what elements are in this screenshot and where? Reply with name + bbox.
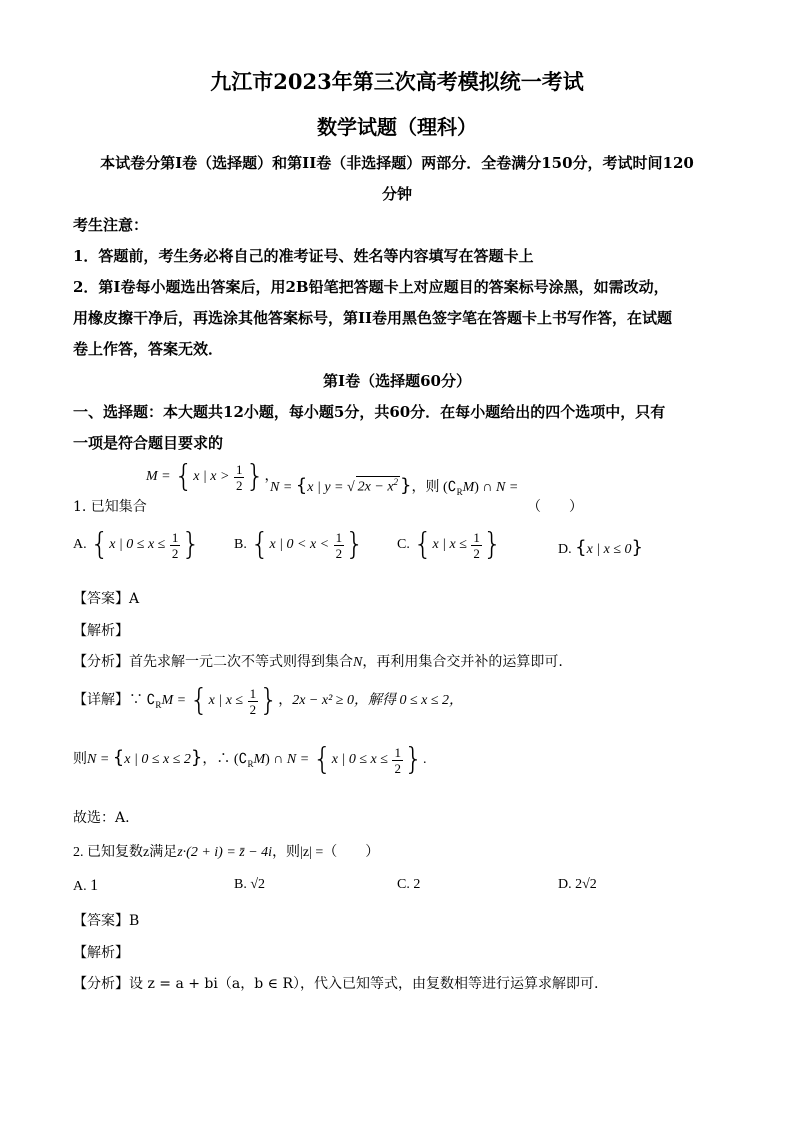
section-desc-1: 一、选择题：本大题共12小题，每小题5分，共60分．在每小题给出的四个选项中，只有 [73,403,666,421]
intro-line-1: 本试卷分第I卷（选择题）和第II卷（非选择题）两部分．全卷满分150分，考试时间120 [100,154,694,172]
q1-detail: 【详解】∵ $∁_RM = \{x$ | x ≤ $\frac{1}{2}$ }，2x − x² ≥ 0，解得 0 ≤ x ≤ 2， [73,683,464,718]
q1-option-d: D. {x | x ≤ 0} [558,537,643,558]
q2-stem [73,841,379,861]
q1-option-a: A. {x | 0 ≤ x ≤ $\frac{1}{2}$ } [73,527,201,562]
notice-title: 考生注意： [73,216,149,234]
q1-answer [73,588,139,608]
q2-option-d-label: D. [558,877,572,892]
q2-option-b [234,877,265,893]
q1-option-b-label: B. [234,537,247,553]
q2-option-d [558,877,597,893]
q2-option-a-label: A. [73,879,87,894]
q1-option-b: B. {x | 0 < x < $\frac{1}{2}$ } [234,527,365,562]
q1-option-c-label: C. [397,537,410,553]
q2-fenxi [73,973,598,993]
notice-item-2b: 用橡皮擦干净后，再选涂其他答案标号，第II卷用黑色签字笔在答题卡上书写作答，在试题 [73,309,673,327]
page-title: 九江市2023年第三次高考模拟统一考试 [210,69,584,94]
q1-fenxi-text2: ，再利用集合交并补的运算即可. [362,654,563,670]
page-subtitle: 数学试题（理科） [317,115,477,139]
q1-option-c: C. {x | x ≤ $\frac{1}{2}$ } [397,527,502,562]
q2-fenxi-text: 设 z = a + bi（a，b ∈ R），代入已知等式，由复数相等进行运算求解即可. [129,976,599,992]
intro-line-2: 分钟 [381,185,412,203]
q1-option-a-label: A. [73,537,87,553]
q1-set-m: M = {x | x > $\frac{1}{2}$ }， [146,459,279,494]
q2-option-c-text: 2 [413,877,421,892]
q2-answer-value: B [129,913,140,929]
q1-detail-tag: 【详解】 [73,693,129,709]
q1-fenxi-var: N [353,655,363,670]
notice-item-2c: 卷上作答，答案无效． [73,340,224,358]
q1-fenxi-text: 首先求解一元二次不等式则得到集合 [129,654,353,670]
section-desc-2: 一项是符合题目要求的 [73,434,224,452]
q2-fenxi-tag: 【分析】 [73,976,129,992]
q1-fenxi [73,651,563,671]
q1-detail-text: 2x − x² ≥ 0，解得 0 ≤ x ≤ 2， [292,693,464,709]
q2-stem-label: 2. 已知复数z满足 [73,845,178,860]
q1-option-d-label: D. [558,542,572,557]
q1-answer-value: A [129,591,140,607]
q1-fenxi-tag: 【分析】 [73,654,129,670]
q2-option-d-text: 2√2 [575,877,597,892]
notice-item-2a: 2．第I卷每小题选出答案后，用2B铅笔把答题卡上对应题目的答案标号涂黑，如需改动， [73,278,669,296]
q1-detail2-prefix: 则 [73,752,87,768]
q2-option-b-text: √2 [250,877,266,892]
q2-option-c [397,877,420,893]
q1-stem-label: 1. 已知集合 [73,499,147,515]
q2-option-a-text: 1 [90,877,99,894]
q1-answer-paren: （ ） [527,499,583,515]
q2-answer-tag: 【答案】 [73,913,129,929]
q2-equation: z·(2 + i) = z̄ − 4i [177,845,273,860]
q2-analysis-tag: 【解析】 [73,945,129,961]
q2-ask: ，则|z| =（ ） [272,845,380,860]
q1-answer-tag: 【答案】 [73,591,129,607]
q1-choose: 故选：A. [73,810,130,826]
q2-option-a [73,877,98,895]
section-heading: 第I卷（选择题60分） [323,372,471,390]
q2-option-c-label: C. [397,877,410,892]
q1-analysis-tag: 【解析】 [73,623,129,639]
q2-option-b-label: B. [234,877,247,892]
q1-detail-2: 则N = {x | 0 ≤ x ≤ 2}，∴ $(∁_RM)$ ∩ N = {x | 0 ≤ x ≤ $\frac{1}{2}$ }. [73,742,427,777]
q2-answer [73,910,139,930]
q1-set-n: N = {x | y = √ $2x - x^2$ }，则 $(∁_RM)$ ∩ N = [270,475,519,497]
notice-item-1: 1．答题前，考生务必将自己的准考证号、姓名等内容填写在答题卡上 [73,247,534,265]
